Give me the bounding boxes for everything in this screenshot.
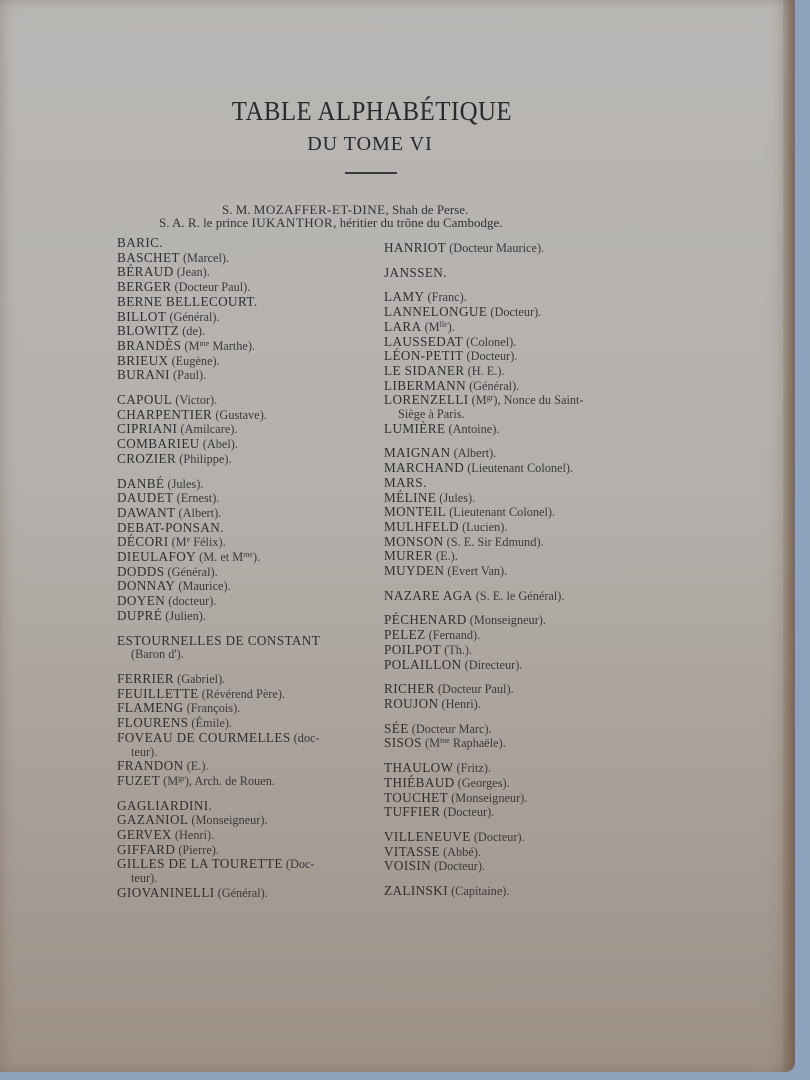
index-entry	[117, 339, 382, 354]
index-entry	[384, 364, 644, 379]
index-entry	[384, 761, 644, 776]
entry-qualifier: ($M^{me}$ Marthe).	[181, 338, 256, 353]
entry-qualifier: (Général).	[166, 309, 220, 324]
entry-qualifier: (Albert).	[450, 446, 497, 461]
entry-qualifier: (Abbé).	[439, 844, 481, 859]
entry-name: DAWANT	[117, 504, 176, 520]
index-entry	[384, 335, 644, 350]
index-entry	[117, 251, 382, 266]
entry-qualifier: (Jean).	[173, 265, 210, 280]
entry-name: PÉCHENARD	[384, 612, 467, 628]
entry-qualifier: (Général).	[214, 885, 268, 900]
index-entry	[117, 408, 382, 423]
entry-qualifier: (doc-	[290, 730, 320, 745]
entry-name: LÉON-PETIT	[384, 348, 464, 364]
entry-qualifier: (Henri).	[438, 696, 481, 711]
index-entry	[384, 613, 644, 628]
index-entry	[117, 310, 382, 325]
index-entry	[117, 368, 382, 383]
entry-qualifier: (de).	[179, 324, 206, 339]
entry-name: VOISIN	[384, 858, 432, 874]
index-entry	[384, 266, 644, 281]
entry-qualifier: (Gabriel).	[174, 671, 226, 686]
entry-name: MONSON	[384, 533, 444, 549]
index-entry	[117, 535, 382, 550]
index-entry	[117, 672, 382, 687]
entry-qualifier: (Gustave).	[212, 407, 267, 422]
entry-name: DOYEN	[117, 593, 166, 609]
index-entry	[384, 305, 644, 320]
entry-qualifier: (Maurice).	[175, 579, 231, 594]
entry-qualifier: (Docteur Paul).	[171, 280, 251, 295]
entry-name: ESTOURNELLES DE CONSTANT	[117, 632, 321, 648]
index-entry	[384, 393, 644, 421]
entry-name: GIFFARD	[117, 841, 176, 857]
index-entry	[117, 491, 382, 506]
entry-name: BARIC.	[117, 235, 163, 250]
index-entry	[384, 805, 644, 820]
entry-qualifier: (Albert).	[175, 505, 222, 520]
index-entry	[117, 579, 382, 594]
entry-name: RICHER	[384, 681, 435, 697]
entry-name: BASCHET	[117, 249, 180, 265]
index-entry	[117, 354, 382, 369]
entry-qualifier: (H. E.).	[464, 363, 505, 378]
index-entry	[117, 422, 382, 437]
index-entry	[117, 843, 382, 858]
index-entry	[117, 813, 382, 828]
entry-name: BLOWITZ	[117, 323, 180, 339]
entry-qualifier: (M. et $M^{me}$).	[196, 550, 261, 565]
entry-continuation: (Baron d').	[131, 647, 184, 662]
dedication-suffix: , Shah de Perse.	[385, 202, 469, 217]
entry-qualifier: (Victor).	[172, 393, 218, 408]
entry-qualifier: (Docteur Maurice).	[446, 241, 545, 255]
entry-name: DEBAT-PONSAN.	[117, 519, 224, 535]
entry-name: LIBERMANN	[384, 377, 466, 393]
entry-name: FOVEAU DE COURMELLES	[117, 729, 291, 745]
entry-name: BURANI	[117, 367, 170, 383]
entry-name: DODDS	[117, 563, 165, 579]
entry-name: LARA	[384, 318, 422, 334]
index-entry	[384, 422, 644, 437]
entry-name: LE SIDANER	[384, 362, 465, 378]
entry-name: DANBÉ	[117, 475, 165, 491]
entry-qualifier: (Jules).	[164, 476, 204, 491]
dedication-name: MOZAFFER-ET-DINE	[253, 202, 386, 217]
index-entry	[384, 505, 644, 520]
entry-name: NAZARE AGA	[384, 587, 473, 603]
index-entry	[384, 320, 644, 335]
entry-name: SISOS	[384, 735, 422, 751]
entry-qualifier: (Docteur).	[487, 305, 542, 320]
index-entry	[117, 452, 382, 467]
dedication-name: IUKANTHOR	[251, 215, 334, 230]
entry-name: BERGER	[117, 279, 172, 295]
index-entry	[384, 446, 644, 461]
entry-name: CAPOUL	[117, 392, 173, 408]
index-entry	[117, 857, 382, 885]
entry-name: GERVEX	[117, 827, 172, 843]
entry-name: LAUSSEDAT	[384, 333, 464, 349]
entry-qualifier: (Monseigneur).	[466, 613, 546, 628]
index-entry	[117, 634, 382, 662]
entry-qualifier: $(M^{gr})$, Arch. de Rouen.	[160, 773, 275, 788]
entry-qualifier: (Docteur Paul).	[434, 682, 514, 697]
entry-qualifier: (Général).	[164, 564, 218, 579]
entry-name: POILPOT	[384, 641, 442, 657]
entry-qualifier: (Paul).	[169, 368, 207, 383]
entry-qualifier: (Evert Van).	[444, 564, 508, 579]
entry-name: MUYDEN	[384, 563, 445, 579]
page-subtitle: DU TOME VI	[307, 133, 433, 155]
index-entry	[117, 731, 382, 759]
index-entry	[117, 609, 382, 624]
index-column-right	[384, 241, 644, 899]
dedication-suffix: , héritier du trône du Cambodge.	[333, 215, 503, 230]
entry-name: ZALINSKI	[384, 883, 448, 899]
entry-qualifier: (Henri).	[171, 828, 215, 843]
entry-name: LUMIÈRE	[384, 420, 446, 436]
group-spacer	[384, 712, 644, 722]
index-entry	[384, 884, 644, 899]
index-entry	[117, 477, 382, 492]
entry-qualifier: (Doc-	[282, 857, 315, 872]
entry-name: FUZET	[117, 772, 161, 788]
entry-qualifier: (E.).	[432, 549, 458, 564]
index-entry	[384, 658, 644, 673]
entry-name: MULHFELD	[384, 518, 459, 534]
entry-name: TOUCHET	[384, 789, 449, 805]
entry-name: FRANDON	[117, 758, 184, 774]
entry-name: SÉE	[384, 720, 409, 736]
entry-name: MONTEIL	[384, 504, 447, 520]
entry-qualifier: (E.).	[183, 759, 209, 774]
index-entry	[117, 759, 382, 774]
page-title: TABLE ALPHABÉTIQUE	[231, 96, 513, 126]
index-entry	[384, 476, 644, 491]
index-entry	[117, 265, 382, 280]
index-entry	[384, 241, 644, 256]
entry-qualifier: (Marcel).	[179, 250, 230, 265]
index-entry	[117, 594, 382, 609]
entry-name: GILLES DE LA TOURETTE	[117, 856, 283, 872]
entry-qualifier: (Me Félix).	[168, 535, 226, 550]
index-entry	[384, 349, 644, 364]
index-entry	[384, 791, 644, 806]
entry-qualifier: (Docteur).	[431, 859, 486, 874]
entry-name: ROUJON	[384, 695, 439, 711]
entry-qualifier: (Pierre).	[175, 842, 219, 857]
entry-qualifier: (Émile).	[188, 716, 233, 731]
entry-name: MARS.	[384, 474, 427, 490]
entry-qualifier: (Directeur).	[461, 657, 523, 672]
index-column-left	[117, 236, 382, 901]
index-entry	[384, 845, 644, 860]
entry-qualifier: (Révérend Père).	[198, 686, 286, 701]
index-entry	[117, 506, 382, 521]
entry-name: MÉLINE	[384, 489, 437, 505]
entry-continuation: teur).	[131, 744, 158, 759]
entry-name: FLOURENS	[117, 715, 189, 731]
index-entry	[384, 859, 644, 874]
index-entry	[117, 687, 382, 702]
entry-qualifier: (Docteur Marc).	[408, 721, 492, 736]
index-entry	[384, 628, 644, 643]
entry-name: BRIEUX	[117, 352, 169, 368]
entry-name: TUFFIER	[384, 804, 441, 820]
entry-name: VILLENEUVE	[384, 828, 471, 844]
entry-continuation: Siège à Paris.	[398, 407, 465, 422]
index-entry	[117, 236, 382, 251]
entry-name: GAGLIARDINI.	[117, 797, 213, 813]
entry-qualifier: (Georges).	[454, 775, 510, 790]
index-entry	[117, 774, 382, 789]
entry-name: POLAILLON	[384, 656, 462, 672]
index-entry	[117, 550, 382, 565]
entry-name: THAULOW	[384, 760, 454, 776]
dedication-line-2	[159, 215, 503, 231]
index-entry	[117, 437, 382, 452]
entry-qualifier: (Docteur).	[463, 349, 518, 364]
index-entry	[384, 549, 644, 564]
page-edge-shadow	[783, 0, 795, 1072]
entry-qualifier: (Julien).	[162, 608, 206, 623]
index-entry	[384, 564, 644, 579]
index-entry	[384, 290, 644, 305]
index-entry	[384, 491, 644, 506]
entry-name: GAZANIOL	[117, 812, 189, 828]
entry-name: BÉRAUD	[117, 264, 174, 280]
entry-name: MURER	[384, 548, 433, 564]
entry-name: MAIGNAN	[384, 445, 451, 461]
entry-name: LAMY	[384, 289, 425, 305]
entry-name: LANNELONGUE	[384, 304, 488, 320]
entry-qualifier: (Fritz).	[453, 761, 492, 776]
index-entry	[384, 589, 644, 604]
entry-name: FEUILLETTE	[117, 685, 199, 701]
index-entry	[117, 521, 382, 536]
entry-qualifier: (François).	[183, 701, 241, 716]
entry-name: FERRIER	[117, 670, 175, 686]
entry-name: BILLOT	[117, 308, 167, 324]
entry-qualifier: (Ernest).	[173, 491, 220, 506]
entry-qualifier: (Lieutenant Colonel).	[464, 461, 574, 476]
index-entry	[117, 701, 382, 716]
entry-name: THIÉBAUD	[384, 774, 455, 790]
index-entry	[384, 776, 644, 791]
entry-name: CROZIER	[117, 450, 177, 466]
entry-qualifier: (Philippe).	[176, 451, 232, 466]
entry-continuation: teur).	[131, 871, 158, 886]
index-entry	[117, 280, 382, 295]
index-entry	[117, 828, 382, 843]
entry-name: PELEZ	[384, 627, 426, 643]
entry-name: DONNAY	[117, 578, 176, 594]
entry-qualifier: (Jules).	[436, 490, 476, 505]
entry-name: HANRIOT	[384, 240, 447, 255]
entry-name: CIPRIANI	[117, 421, 178, 437]
entry-qualifier: (Franc).	[424, 290, 467, 305]
index-entry	[384, 682, 644, 697]
dedication-prefix: S. A. R. le prince	[159, 215, 252, 230]
dedication-prefix: S. M.	[222, 202, 254, 217]
index-entry	[117, 324, 382, 339]
index-entry	[384, 697, 644, 712]
entry-qualifier: (Capitaine).	[448, 884, 510, 899]
entry-qualifier: (Lucien).	[459, 519, 508, 534]
entry-qualifier: (S. E. Sir Edmund).	[443, 534, 544, 549]
entry-name: DAUDET	[117, 490, 174, 506]
entry-name: LORENZELLI	[384, 392, 469, 408]
entry-name: GIOVANINELLI	[117, 884, 215, 900]
entry-qualifier: (Colonel).	[463, 334, 517, 349]
entry-name: DUPRÉ	[117, 607, 163, 623]
entry-qualifier: (Th.).	[441, 642, 473, 657]
entry-qualifier: (Eugène).	[168, 353, 220, 368]
entry-name: MARCHAND	[384, 460, 465, 476]
entry-qualifier: (Docteur).	[470, 829, 525, 844]
entry-qualifier: (S. E. le Général).	[472, 588, 565, 603]
title-rule-divider	[345, 172, 397, 174]
entry-name: JANSSEN.	[384, 264, 447, 280]
entry-name: BRANDÈS	[117, 337, 182, 353]
entry-qualifier: (Abel).	[199, 437, 238, 452]
entry-qualifier: (Monseigneur).	[448, 790, 528, 805]
index-entry	[384, 520, 644, 535]
entry-qualifier: (Docteur).	[440, 805, 495, 820]
index-entry	[117, 799, 382, 814]
entry-name: FLAMENG	[117, 700, 184, 716]
entry-name: VITASSE	[384, 843, 440, 859]
index-entry	[384, 722, 644, 737]
entry-qualifier: (Antoine).	[445, 421, 500, 436]
entry-name: DIEULAFOY	[117, 549, 197, 565]
index-entry	[117, 565, 382, 580]
entry-qualifier: (Monseigneur).	[188, 813, 268, 828]
entry-qualifier: (Lieutenant Colonel).	[446, 505, 556, 520]
index-entry	[384, 643, 644, 658]
index-entry	[117, 393, 382, 408]
entry-qualifier: (docteur).	[165, 594, 217, 609]
index-entry	[384, 736, 644, 751]
index-entry	[117, 716, 382, 731]
entry-name: COMBARIEU	[117, 436, 200, 452]
index-entry	[384, 535, 644, 550]
index-entry	[384, 461, 644, 476]
index-entry	[384, 830, 644, 845]
entry-qualifier: (Général).	[466, 378, 520, 393]
entry-qualifier: (Amilcare).	[177, 422, 238, 437]
entry-qualifier: (Fernand).	[425, 628, 481, 643]
entry-name: DÉCORI	[117, 534, 169, 550]
index-entry	[117, 295, 382, 310]
entry-qualifier: $(M^{lle})$.	[421, 319, 455, 334]
entry-qualifier: ($M^{me}$ Raphaële).	[421, 736, 506, 751]
entry-name: CHARPENTIER	[117, 406, 213, 422]
entry-qualifier: $(M^{gr})$, Nonce du Saint-	[468, 393, 584, 408]
entry-name: BERNE BELLECOURT.	[117, 293, 258, 309]
index-entry	[384, 379, 644, 394]
index-entry	[117, 886, 382, 901]
